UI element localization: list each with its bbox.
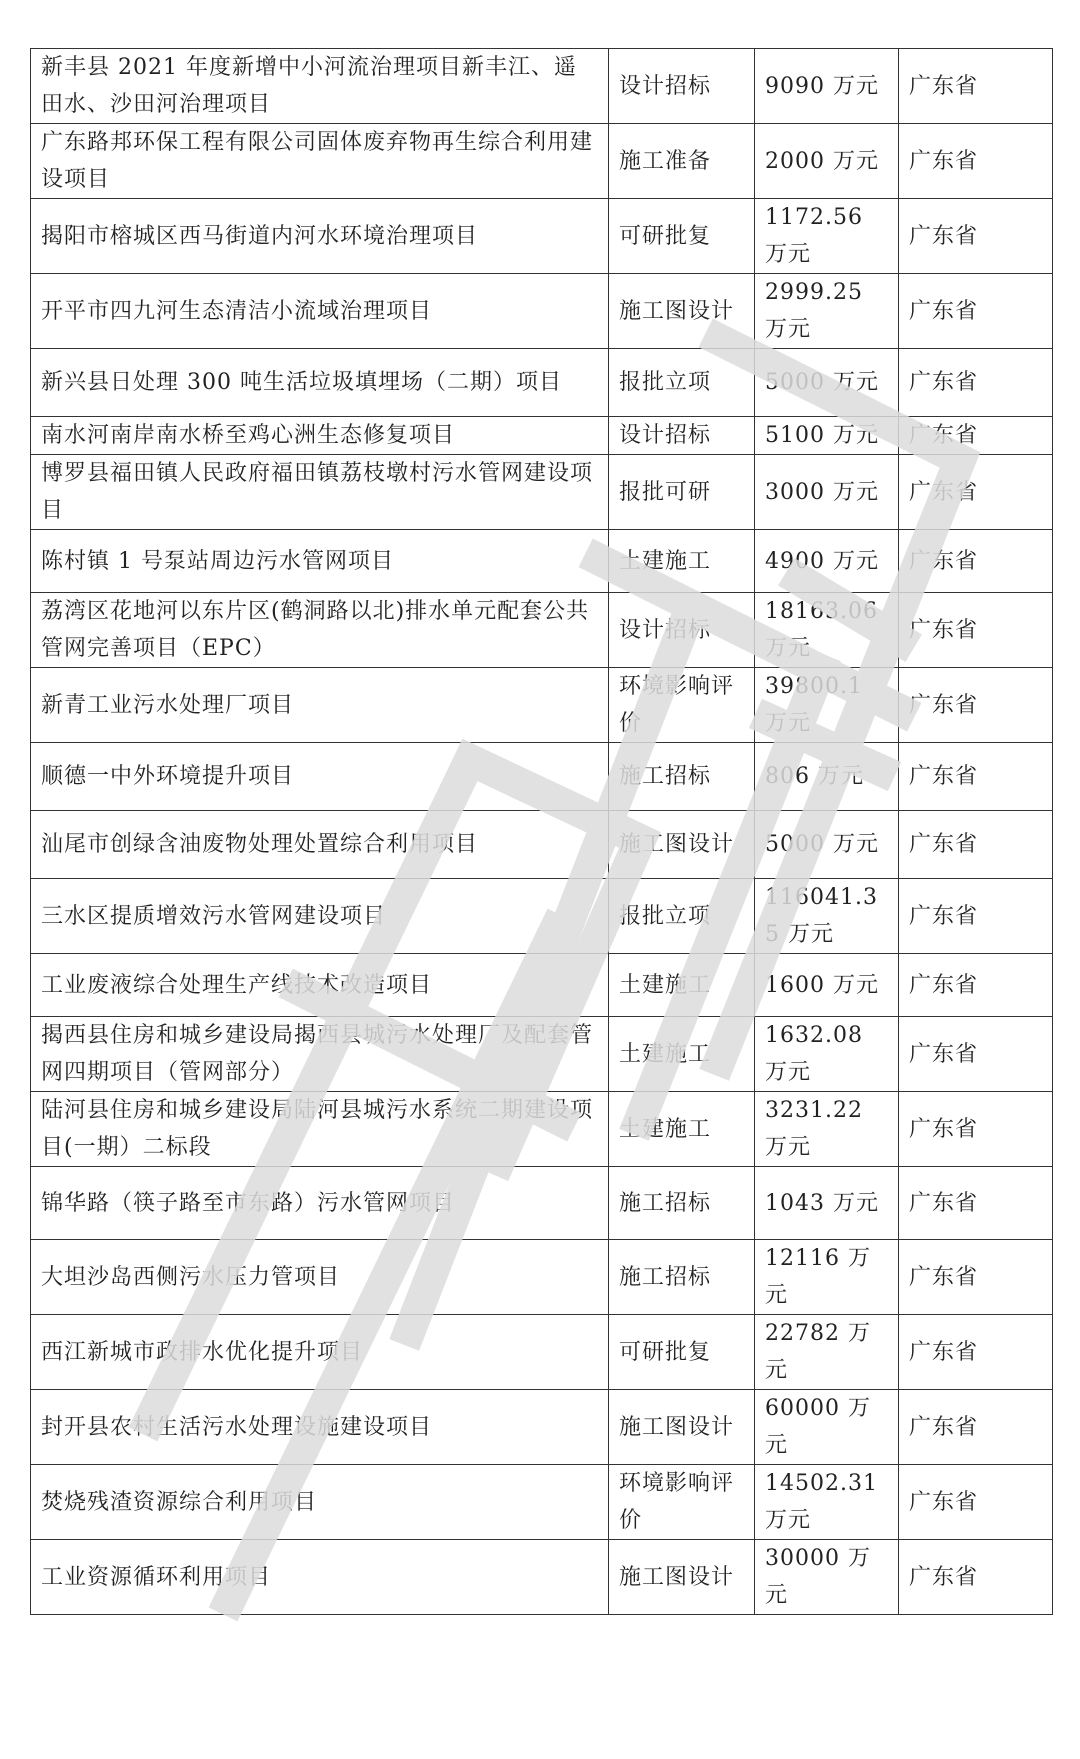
project-name-cell: 揭西县住房和城乡建设局揭西县城污水处理厂及配套管网四期项目（管网部分） <box>31 1017 609 1092</box>
amount-cell: 5000 万元 <box>755 349 899 417</box>
amount-cell: 1172.56 万元 <box>755 199 899 274</box>
project-name-cell: 新兴县日处理 300 吨生活垃圾填埋场（二期）项目 <box>31 349 609 417</box>
amount-cell: 3231.22 万元 <box>755 1092 899 1167</box>
table-row <box>31 1017 1053 1092</box>
table-row <box>31 1167 1053 1240</box>
province-cell: 广东省 <box>899 668 1053 743</box>
amount-cell: 4900 万元 <box>755 530 899 593</box>
amount-cell: 39800.1 万元 <box>755 668 899 743</box>
stage-cell: 施工图设计 <box>609 274 755 349</box>
table-row <box>31 1240 1053 1315</box>
table-row <box>31 349 1053 417</box>
project-name-cell: 汕尾市创绿含油废物处理处置综合利用项目 <box>31 811 609 879</box>
stage-cell: 设计招标 <box>609 49 755 124</box>
table-row <box>31 530 1053 593</box>
project-name-cell: 新青工业污水处理厂项目 <box>31 668 609 743</box>
province-cell: 广东省 <box>899 1540 1053 1615</box>
table-row <box>31 1540 1053 1615</box>
amount-cell: 3000 万元 <box>755 455 899 530</box>
table-row <box>31 593 1053 668</box>
project-name-cell: 揭阳市榕城区西马街道内河水环境治理项目 <box>31 199 609 274</box>
stage-cell: 可研批复 <box>609 1315 755 1390</box>
amount-cell: 1600 万元 <box>755 954 899 1017</box>
table-row <box>31 417 1053 455</box>
stage-cell: 土建施工 <box>609 954 755 1017</box>
project-name-cell: 陆河县住房和城乡建设局陆河县城污水系统二期建设项目(一期）二标段 <box>31 1092 609 1167</box>
amount-cell: 116041.35 万元 <box>755 879 899 954</box>
province-cell: 广东省 <box>899 811 1053 879</box>
province-cell: 广东省 <box>899 1017 1053 1092</box>
table-row <box>31 668 1053 743</box>
table-row <box>31 811 1053 879</box>
amount-cell: 806 万元 <box>755 743 899 811</box>
project-name-cell: 封开县农村生活污水处理设施建设项目 <box>31 1390 609 1465</box>
amount-cell: 5100 万元 <box>755 417 899 455</box>
stage-cell: 施工图设计 <box>609 1390 755 1465</box>
stage-cell: 土建施工 <box>609 1017 755 1092</box>
project-name-cell: 顺德一中外环境提升项目 <box>31 743 609 811</box>
stage-cell: 环境影响评价 <box>609 668 755 743</box>
table-row <box>31 1390 1053 1465</box>
province-cell: 广东省 <box>899 417 1053 455</box>
province-cell: 广东省 <box>899 455 1053 530</box>
table-row <box>31 954 1053 1017</box>
amount-cell: 1043 万元 <box>755 1167 899 1240</box>
project-name-cell: 锦华路（筷子路至市东路）污水管网项目 <box>31 1167 609 1240</box>
table-row <box>31 274 1053 349</box>
amount-cell: 1632.08 万元 <box>755 1017 899 1092</box>
province-cell: 广东省 <box>899 124 1053 199</box>
province-cell: 广东省 <box>899 1092 1053 1167</box>
table-row <box>31 879 1053 954</box>
stage-cell: 施工招标 <box>609 743 755 811</box>
province-cell: 广东省 <box>899 743 1053 811</box>
amount-cell: 9090 万元 <box>755 49 899 124</box>
project-name-cell: 新丰县 2021 年度新增中小河流治理项目新丰江、遥田水、沙田河治理项目 <box>31 49 609 124</box>
amount-cell: 60000 万元 <box>755 1390 899 1465</box>
stage-cell: 报批可研 <box>609 455 755 530</box>
province-cell: 广东省 <box>899 199 1053 274</box>
amount-cell: 2999.25 万元 <box>755 274 899 349</box>
table-row <box>31 199 1053 274</box>
stage-cell: 报批立项 <box>609 879 755 954</box>
table-row <box>31 1465 1053 1540</box>
project-name-cell: 焚烧残渣资源综合利用项目 <box>31 1465 609 1540</box>
table-row <box>31 124 1053 199</box>
project-name-cell: 荔湾区花地河以东片区(鹤洞路以北)排水单元配套公共管网完善项目（EPC） <box>31 593 609 668</box>
stage-cell: 设计招标 <box>609 417 755 455</box>
amount-cell: 22782 万元 <box>755 1315 899 1390</box>
province-cell: 广东省 <box>899 530 1053 593</box>
stage-cell: 施工招标 <box>609 1167 755 1240</box>
stage-cell: 土建施工 <box>609 1092 755 1167</box>
province-cell: 广东省 <box>899 49 1053 124</box>
project-name-cell: 工业资源循环利用项目 <box>31 1540 609 1615</box>
table-row <box>31 743 1053 811</box>
amount-cell: 2000 万元 <box>755 124 899 199</box>
stage-cell: 设计招标 <box>609 593 755 668</box>
stage-cell: 可研批复 <box>609 199 755 274</box>
table-row <box>31 49 1053 124</box>
province-cell: 广东省 <box>899 1315 1053 1390</box>
project-name-cell: 西江新城市政排水优化提升项目 <box>31 1315 609 1390</box>
province-cell: 广东省 <box>899 954 1053 1017</box>
amount-cell: 14502.31 万元 <box>755 1465 899 1540</box>
project-name-cell: 大坦沙岛西侧污水压力管项目 <box>31 1240 609 1315</box>
table-row <box>31 1092 1053 1167</box>
province-cell: 广东省 <box>899 1167 1053 1240</box>
stage-cell: 报批立项 <box>609 349 755 417</box>
project-name-cell: 三水区提质增效污水管网建设项目 <box>31 879 609 954</box>
stage-cell: 施工图设计 <box>609 811 755 879</box>
stage-cell: 环境影响评价 <box>609 1465 755 1540</box>
amount-cell: 12116 万元 <box>755 1240 899 1315</box>
province-cell: 广东省 <box>899 593 1053 668</box>
stage-cell: 施工准备 <box>609 124 755 199</box>
province-cell: 广东省 <box>899 349 1053 417</box>
amount-cell: 18163.06 万元 <box>755 593 899 668</box>
province-cell: 广东省 <box>899 274 1053 349</box>
project-name-cell: 陈村镇 1 号泵站周边污水管网项目 <box>31 530 609 593</box>
stage-cell: 施工图设计 <box>609 1540 755 1615</box>
table-row <box>31 455 1053 530</box>
province-cell: 广东省 <box>899 879 1053 954</box>
project-name-cell: 南水河南岸南水桥至鸡心洲生态修复项目 <box>31 417 609 455</box>
amount-cell: 5000 万元 <box>755 811 899 879</box>
project-table-body <box>31 49 1053 1615</box>
province-cell: 广东省 <box>899 1390 1053 1465</box>
project-name-cell: 广东路邦环保工程有限公司固体废弃物再生综合利用建设项目 <box>31 124 609 199</box>
province-cell: 广东省 <box>899 1240 1053 1315</box>
table-row <box>31 1315 1053 1390</box>
stage-cell: 施工招标 <box>609 1240 755 1315</box>
stage-cell: 土建施工 <box>609 530 755 593</box>
project-table <box>30 48 1053 1615</box>
project-name-cell: 开平市四九河生态清洁小流域治理项目 <box>31 274 609 349</box>
project-name-cell: 博罗县福田镇人民政府福田镇荔枝墩村污水管网建设项目 <box>31 455 609 530</box>
amount-cell: 30000 万元 <box>755 1540 899 1615</box>
province-cell: 广东省 <box>899 1465 1053 1540</box>
project-name-cell: 工业废液综合处理生产线技术改造项目 <box>31 954 609 1017</box>
